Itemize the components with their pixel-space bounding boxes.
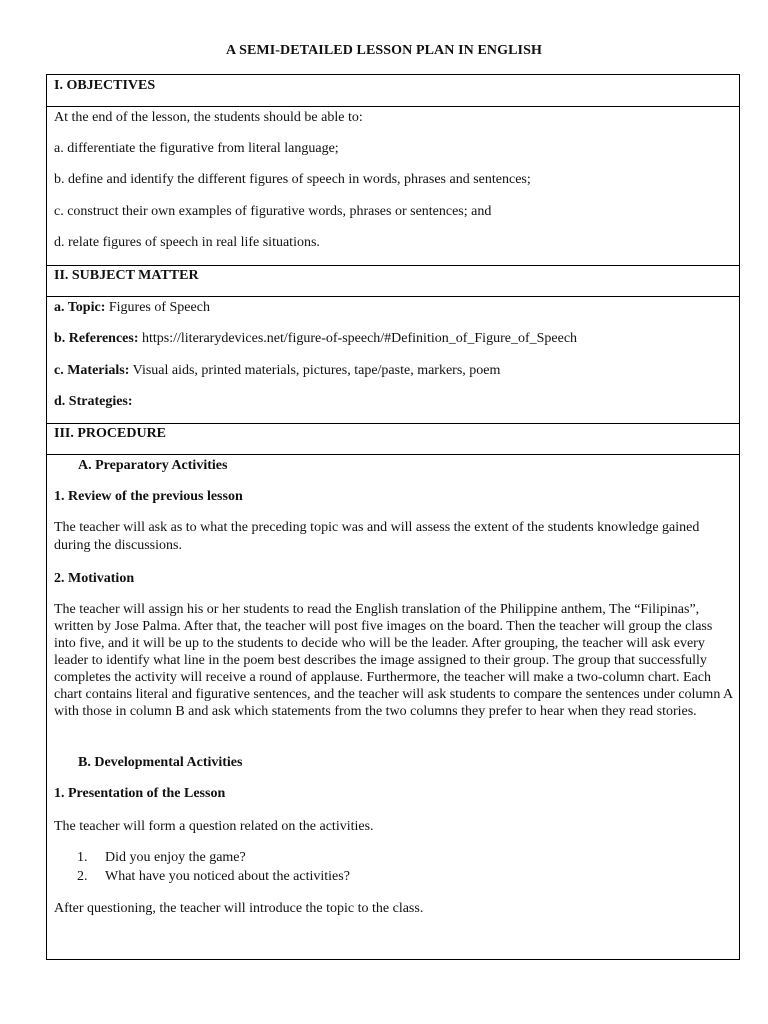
references-link[interactable]: https://literarydevices.net/figure-of-speech/#Definition_of_Figure_of_Speech — [142, 331, 578, 346]
objective-item: d. relate figures of speech in real life situations. — [54, 235, 320, 250]
motivation-text: The teacher will assign his or her students to read the English translation of the Philippine anthem, The “Filipinas”, written by Jose Palma. After that, the teacher will post five images on the board. Then the teacher will group the class into five, and it will be up to the students to decide who will be the leader. After grouping, the teacher will ask every leader to identify what line in the poem best describes the image assigned to their group. The group that successfully completes the activity will receive a round of applause. Furthermore, the teacher will make a two-column chart. Each chart contains literal and figurative sentences, and the teacher will ask students to compare the sentences under column A with those in column B and ask which statements from the two columns they prefer to hear when they read stories. — [54, 602, 733, 719]
question-text: What have you noticed about the activities? — [105, 869, 350, 884]
lesson-plan-table — [46, 74, 740, 960]
objective-item: c. construct their own examples of figurative words, phrases or sentences; and — [54, 204, 492, 219]
preparatory-activities-heading: A. Preparatory Activities — [78, 458, 228, 473]
strategies-label: d. Strategies: — [54, 394, 133, 409]
topic-value: Figures of Speech — [108, 300, 210, 315]
review-text: The teacher will ask as to what the preceding topic was and will assess the extent of the students knowledge gained during the discussions. — [54, 520, 700, 553]
row-divider — [47, 454, 739, 455]
procedure-heading: III. PROCEDURE — [54, 426, 167, 441]
document-title: A SEMI-DETAILED LESSON PLAN IN ENGLISH — [226, 43, 542, 58]
question-text: Did you enjoy the game? — [105, 850, 246, 865]
question-item — [77, 869, 350, 885]
subject-matter-heading: II. SUBJECT MATTER — [54, 268, 199, 283]
review-heading: 1. Review of the previous lesson — [54, 489, 243, 504]
objective-item: b. define and identify the different figures of speech in words, phrases and sentences; — [54, 172, 531, 187]
presentation-heading: 1. Presentation of the Lesson — [54, 786, 226, 801]
topic-line — [54, 300, 210, 316]
row-divider — [47, 106, 739, 107]
row-divider — [47, 265, 739, 266]
row-divider — [47, 423, 739, 424]
row-divider — [47, 296, 739, 297]
objectives-intro: At the end of the lesson, the students should be able to: — [54, 110, 363, 125]
objective-item: a. differentiate the figurative from literal language; — [54, 141, 339, 156]
references-line — [54, 331, 577, 347]
topic-label: a. Topic: — [54, 300, 106, 315]
question-number: 2. — [77, 869, 88, 884]
materials-label: c. Materials: — [54, 363, 130, 378]
materials-value: Visual aids, printed materials, pictures, tape/paste, markers, poem — [132, 363, 501, 378]
developmental-activities-heading: B. Developmental Activities — [78, 755, 243, 770]
question-item — [77, 850, 246, 866]
question-number: 1. — [77, 850, 88, 865]
presentation-text: The teacher will form a question related on the activities. — [54, 819, 374, 834]
references-label: b. References: — [54, 331, 139, 346]
motivation-heading: 2. Motivation — [54, 571, 135, 586]
materials-line — [54, 363, 500, 379]
closing-text: After questioning, the teacher will introduce the topic to the class. — [54, 901, 424, 916]
objectives-heading: I. OBJECTIVES — [54, 78, 156, 93]
